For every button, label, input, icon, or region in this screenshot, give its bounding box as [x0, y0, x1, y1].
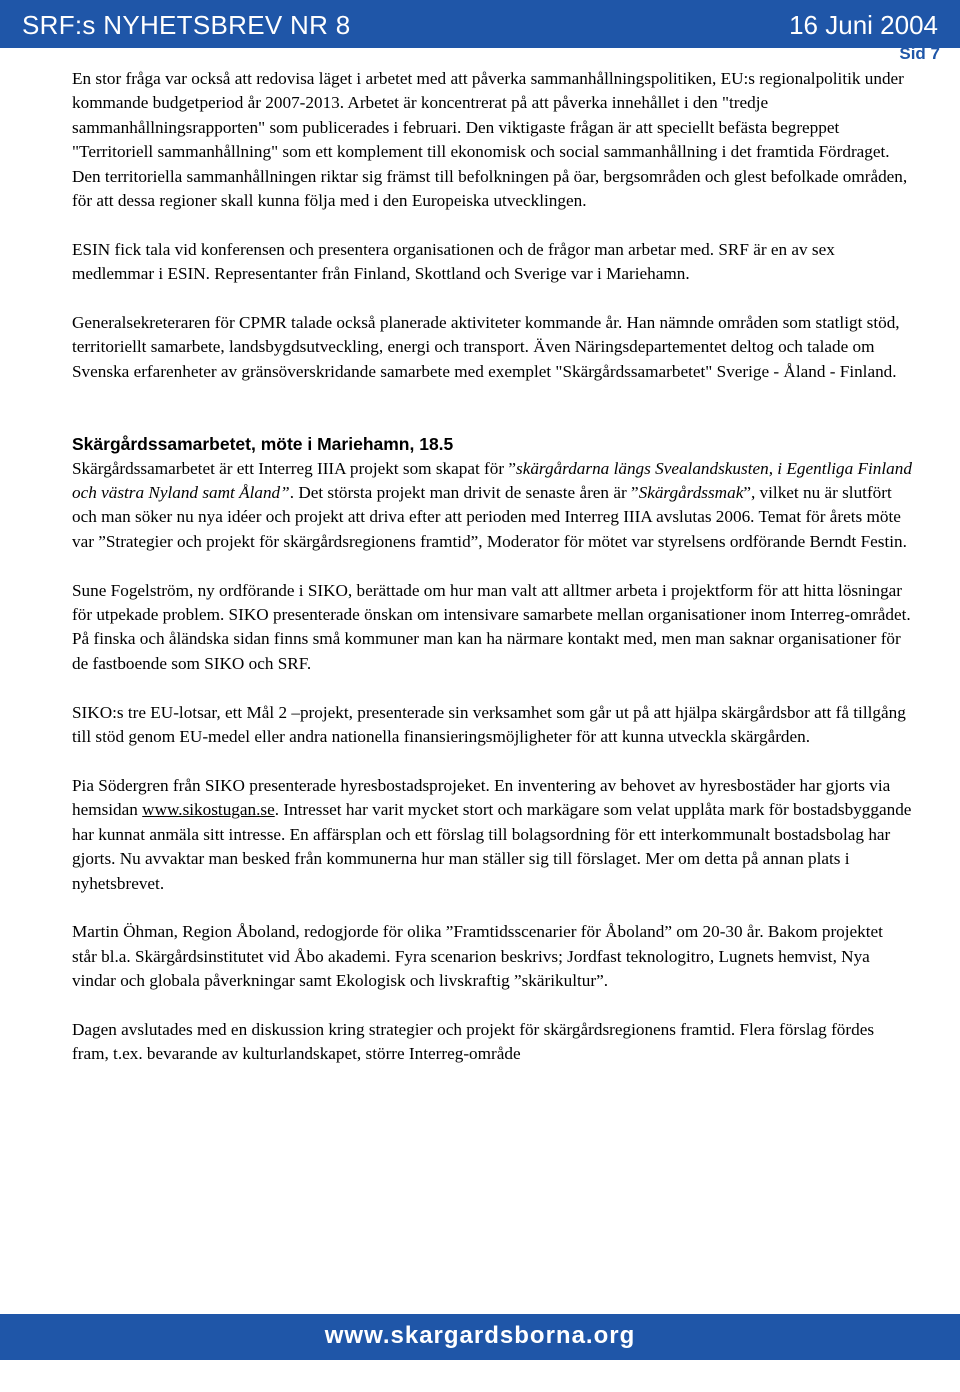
text-run: Pia Södergren från SIKO presenterade hyresbostadsprojeket. En inventering av behovet av hyresbostäder har gjorts via hemsidan [72, 775, 891, 820]
paragraph: ESIN fick tala vid konferensen och presentera organisationen och de frågor man arbetar med. SRF är en av sex medlemmar i ESIN. Representanter från Finland, Skottland och Sverige var i Mariehamn. [72, 239, 835, 284]
paragraph [72, 457, 912, 555]
paragraph: Sune Fogelström, ny ordförande i SIKO, berättade om hur man valt att alltmer arbeta i projektform för att hitta lösningar för utpekade problem. SIKO presenterade önskan om intensivare samarbete mellan organisationer inom Interreg-området. På finska och åländska sidan finns små kommuner man kan ha närmare kontakt med, men man saknar organisationer för de fastboende som SIKO och SRF. [72, 580, 911, 673]
text-run: Skärgårdssamarbetet är ett Interreg IIIA projekt som skapat för ” [72, 458, 517, 478]
article-body [72, 67, 912, 1067]
paragraph: Dagen avslutades med en diskussion kring strategier och projekt för skärgårdsregionens framtid. Flera förslag fördes fram, t.ex. bevarande av kulturlandskapet, större Interreg-område [72, 1019, 875, 1064]
header-bar [0, 0, 960, 48]
italic-text: Skärgårdssmak [638, 483, 744, 503]
paragraph: SIKO:s tre EU-lotsar, ett Mål 2 –projekt, presenterade sin verksamhet som går ut på att hjälpa skärgårdsbor att få tillgång till stöd genom EU-medel eller andra nationella finansieringsmöjligheter för att kunna utveckla skärgården. [72, 702, 906, 747]
page-number: Sid 7 [899, 44, 940, 63]
text-run: ”, vilket nu är slutfört och man söker nu nya idéer och projekt att driva efter att perioden med Interreg IIIA avslutas 2006. Temat för årets möte var ”Strategier och projekt för skärgårdsregionens framtid”, Moderator för mötet var styrelsens ordförande Berndt Festin. [72, 483, 907, 551]
issue-date: 16 Juni 2004 [789, 10, 938, 40]
website-url[interactable]: www.skargardsborna.org [324, 1322, 636, 1349]
footer-bar [0, 1314, 960, 1360]
paragraph [72, 774, 912, 896]
newsletter-title: SRF:s NYHETSBREV NR 8 [22, 10, 351, 40]
paragraph: Martin Öhman, Region Åboland, redogjorde för olika ”Framtidsscenarier för Åboland” om 20-30 år. Bakom projektet står bl.a. Skärgårdsinstitutet vid Åbo akademi. Fyra scenarion beskrivs; Jordfast teknologitro, Lugnets hemvist, Nya vindar och globala påverkningar samt Ekologisk och livskraftig ”skärikultur”. [72, 922, 883, 991]
paragraph: En stor fråga var också att redovisa läget i arbetet med att påverka sammanhållningspolitiken, EU:s regionalpolitik under kommande budgetperiod år 2007-2013. Arbetet är koncentrerat på att påverka innehållet i den "tredje sammanhållningsrapporten" som publicerades i februari. Den viktigaste frågan är att speciellt befästa begreppet "Territoriell sammanhållning" som ett komplement till ekonomisk och social sammanhållning i det framtida Fördraget. Den territoriella sammanhållningen riktar sig främst till befolkningen på öar, bergsområden och glest befolkade områden, för att dessa regioner skall kunna följa med i den Europeiska utvecklingen. [72, 69, 908, 211]
sikostugan-link[interactable]: www.sikostugan.se [142, 800, 275, 820]
italic-text: skärgårdarna längs Svealandskusten, i Egentliga Finland och västra Nyland samt Åland” [72, 458, 912, 503]
text-run: . Det största projekt man drivit de senaste åren är ” [289, 483, 639, 503]
paragraph: Generalsekreteraren för CPMR talade också planerade aktiviteter kommande år. Han nämnde områden som statligt stöd, territoriellt samarbete, landsbygdsutveckling, energi och transport. Även Näringsdepartementet deltog och talade om Svenska erfarenheter av gränsöverskridande samarbete med exemplet "Skärgårdssamarbetet" Sverige - Åland - Finland. [72, 313, 900, 381]
section-heading: Skärgårdssamarbetet, möte i Mariehamn, 18.5 [72, 434, 454, 455]
text-run: . Intresset har varit mycket stort och markägare som velat upplåta mark för bostadsbyggande har kunnat anmäla sitt intresse. En affärsplan och ett förslag till bolagsordning för ett interkommunalt bostadsbolag har gjorts. Nu avvaktar man besked från kommunerna hur man ställer sig till förslaget. Mer om detta på annan plats i nyhetsbrevet. [72, 800, 912, 893]
